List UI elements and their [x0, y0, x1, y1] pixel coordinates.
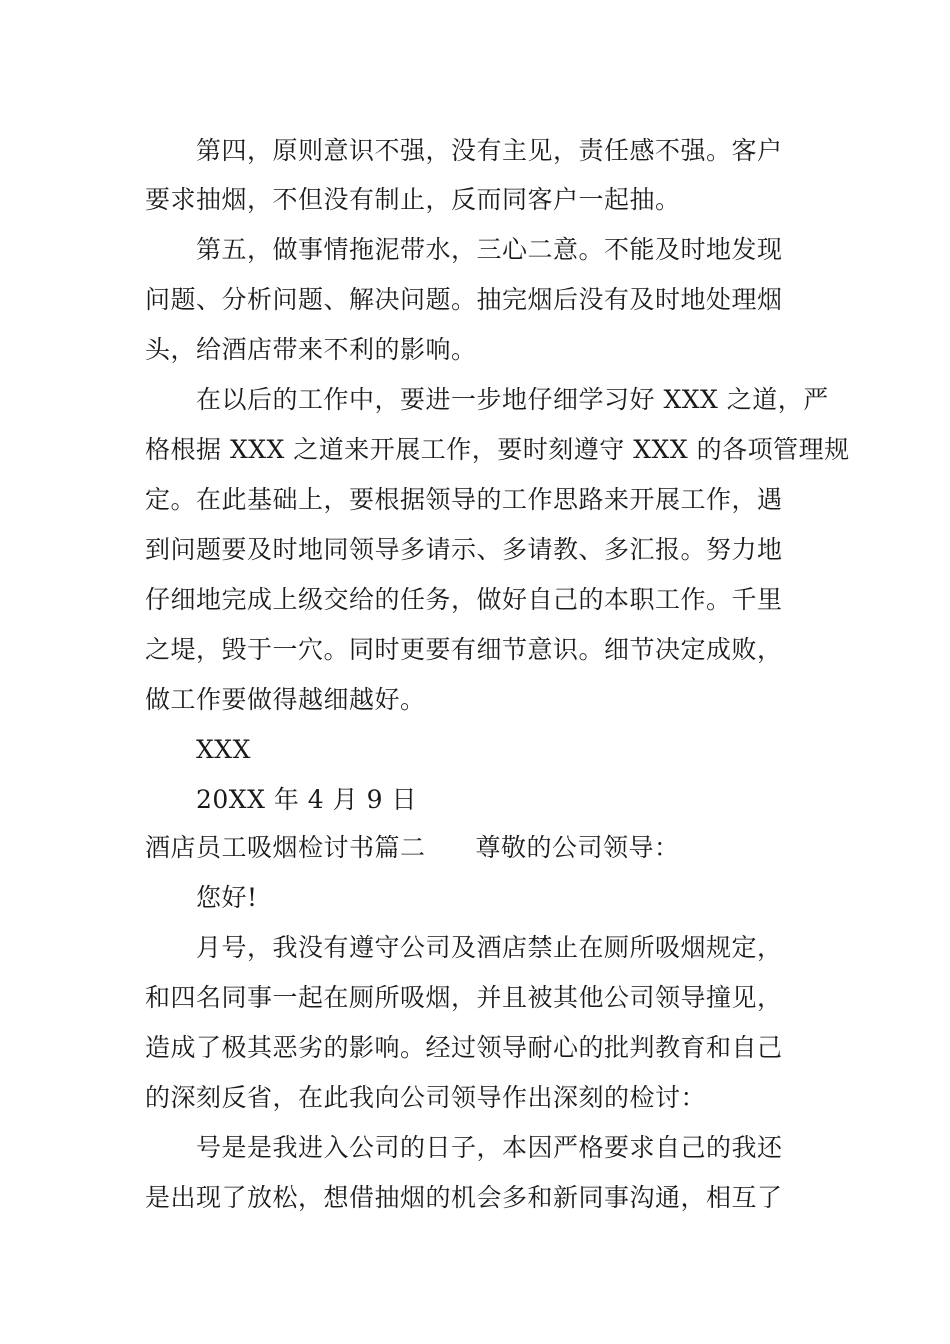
paragraph-line: 是出现了放松，想借抽烟的机会多和新同事沟通，相互了: [145, 1183, 783, 1212]
signature-date: 20XX 年 4 月 9 日: [196, 785, 417, 814]
paragraph-line: 问题、分析问题、解决问题。抽完烟后没有及时地处理烟: [145, 285, 783, 314]
greeting: 您好!: [196, 883, 258, 912]
paragraph-line: 在以后的工作中，要进一步地仔细学习好 XXX 之道，严: [196, 385, 829, 414]
signature-name: XXX: [196, 735, 251, 764]
paragraph-line: 定。在此基础上，要根据领导的工作思路来开展工作，遇: [145, 485, 783, 514]
salutation: 尊敬的公司领导：: [475, 833, 680, 862]
paragraph-line: 月号，我没有遵守公司及酒店禁止在厕所吸烟规定，: [196, 933, 783, 962]
paragraph-line: 头，给酒店带来不利的影响。: [145, 335, 477, 364]
paragraph-line: 格根据 XXX 之道来开展工作，要时刻遵守 XXX 的各项管理规: [145, 435, 850, 464]
paragraph-line: 造成了极其恶劣的影响。经过领导耐心的批判教育和自己: [145, 1033, 783, 1062]
paragraph-line: 到问题要及时地同领导多请示、多请教、多汇报。努力地: [145, 535, 783, 564]
paragraph-line: 之堤，毁于一穴。同时更要有细节意识。细节决定成败，: [145, 635, 783, 664]
paragraph-line: 第五，做事情拖泥带水，三心二意。不能及时地发现: [196, 235, 783, 264]
paragraph-line: 第四，原则意识不强，没有主见，责任感不强。客户: [196, 136, 783, 165]
paragraph-line: 仔细地完成上级交给的任务，做好自己的本职工作。千里: [145, 585, 783, 614]
paragraph-line: 号是是我进入公司的日子，本因严格要求自己的我还: [196, 1133, 783, 1162]
paragraph-line: 的深刻反省，在此我向公司领导作出深刻的检讨：: [145, 1083, 707, 1112]
paragraph-line: 和四名同事一起在厕所吸烟，并且被其他公司领导撞见，: [145, 983, 783, 1012]
section-title: 酒店员工吸烟检讨书篇二: [145, 833, 426, 862]
paragraph-line: 做工作要做得越细越好。: [145, 685, 426, 714]
section-title-line: [145, 832, 810, 864]
paragraph-line: 要求抽烟，不但没有制止，反而同客户一起抽。: [145, 185, 681, 214]
